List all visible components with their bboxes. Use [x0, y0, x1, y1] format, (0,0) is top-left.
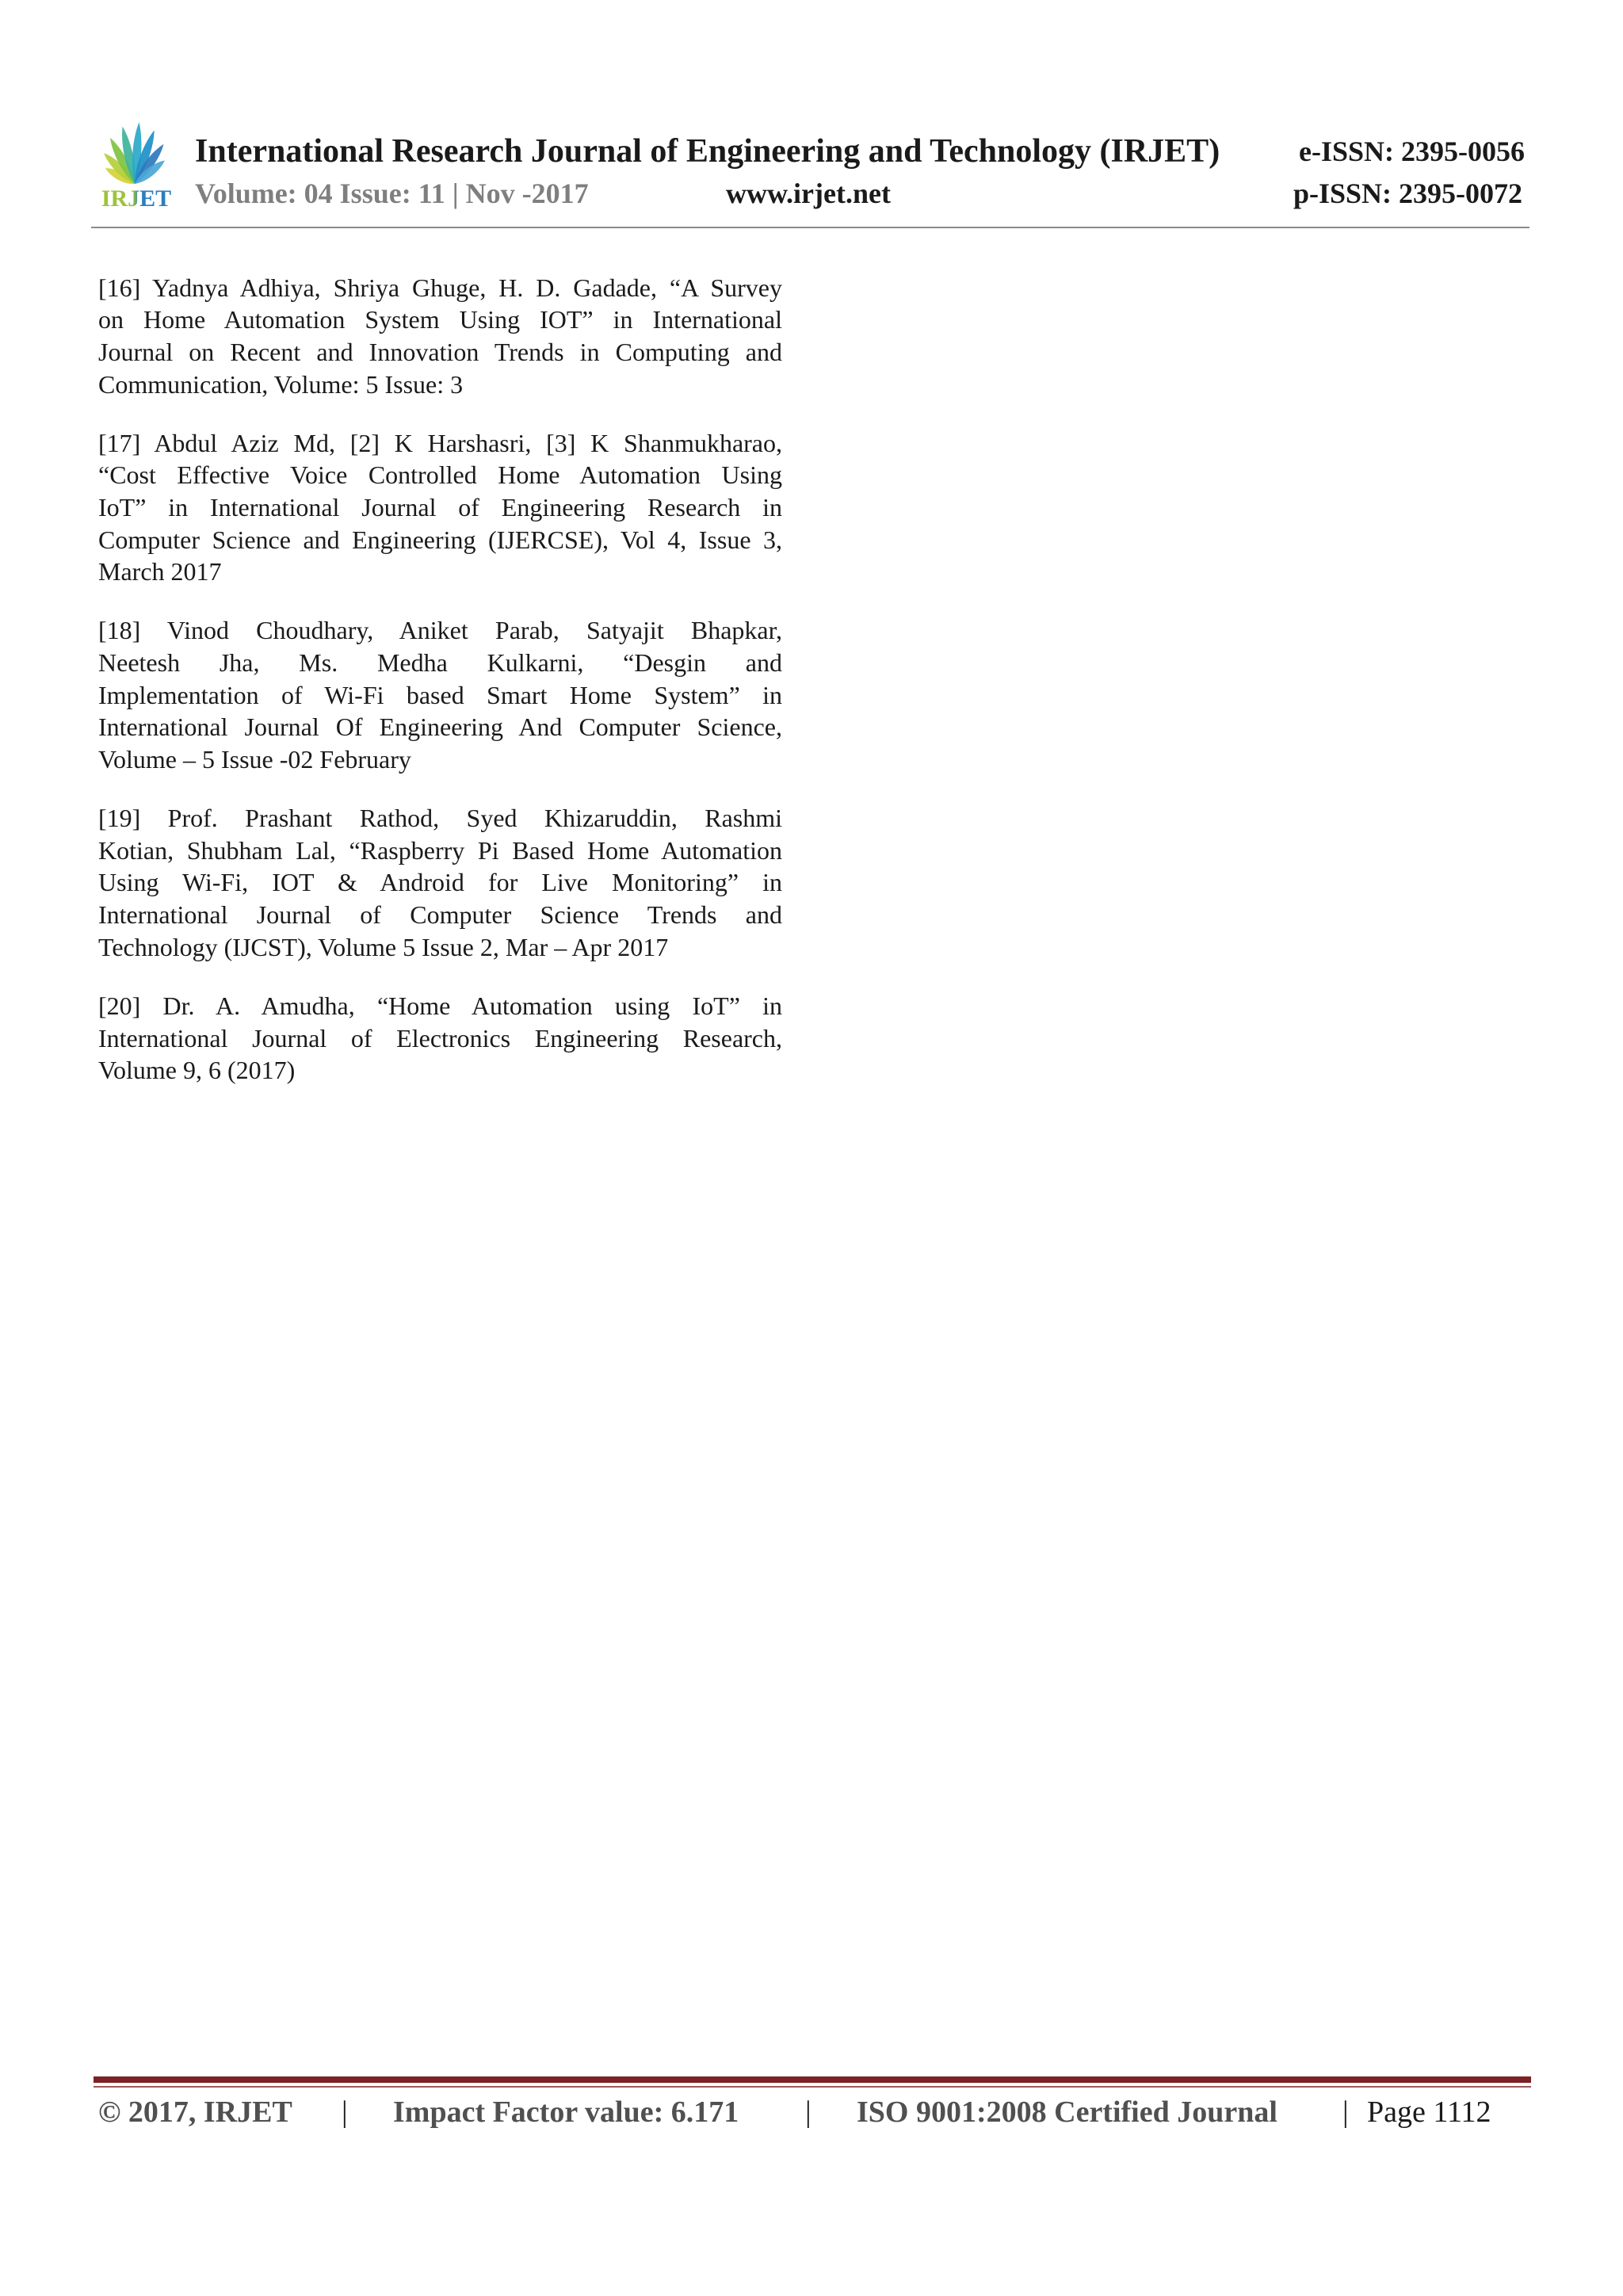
- reference-line: Volume 9, 6 (2017): [98, 1056, 296, 1085]
- reference-18: [98, 614, 782, 775]
- reference-line: [16] Yadnya Adhiya, Shriya Ghuge, H. D. Gadade, “A Survey: [98, 273, 782, 302]
- reference-line: “Cost Effective Voice Controlled Home Automation Using: [98, 460, 782, 490]
- footer-copyright: © 2017, IRJET: [98, 2095, 292, 2129]
- reference-line: Neetesh Jha, Ms. Medha Kulkarni, “Desgin and: [98, 648, 782, 678]
- footer-separator: |: [1342, 2095, 1349, 2129]
- reference-list: [98, 272, 782, 1114]
- reference-17: [98, 427, 782, 588]
- logo-leaves: [101, 122, 167, 188]
- reference-line: [19] Prof. Prashant Rathod, Syed Khizaruddin, Rashmi: [98, 804, 782, 833]
- page-number: Page 1112: [1367, 2095, 1491, 2129]
- reference-line: Using Wi-Fi, IOT & Android for Live Monitoring” in: [98, 868, 782, 897]
- footer-separator: |: [342, 2095, 348, 2129]
- journal-title: International Research Journal of Engineering and Technology (IRJET): [195, 133, 1220, 170]
- reference-line: [17] Abdul Aziz Md, [2] K Harshasri, [3] K Shanmukharao,: [98, 428, 782, 457]
- reference-line: [20] Dr. A. Amudha, “Home Automation using IoT” in: [98, 991, 782, 1020]
- reference-line: [18] Vinod Choudhary, Aniket Parab, Satyajit Bhapkar,: [98, 616, 782, 645]
- reference-line: Kotian, Shubham Lal, “Raspberry Pi Based Home Automation: [98, 835, 782, 865]
- e-issn: e-ISSN: 2395-0056: [1299, 136, 1525, 167]
- irjet-logo: [89, 111, 184, 216]
- reference-line: Technology (IJCST), Volume 5 Issue 2, Mar – Apr 2017: [98, 932, 669, 961]
- volume-issue-info: Volume: 04 Issue: 11 | Nov -2017: [195, 178, 589, 209]
- p-issn: p-ISSN: 2395-0072: [1293, 178, 1522, 209]
- footer-divider-thick: [94, 2076, 1531, 2083]
- footer-certification: ISO 9001:2008 Certified Journal: [857, 2095, 1277, 2129]
- reference-16: [98, 272, 782, 401]
- footer-impact-factor: Impact Factor value: 6.171: [393, 2095, 739, 2129]
- reference-line: International Journal of Computer Science Trends and: [98, 900, 782, 930]
- logo-text: IRJET: [101, 185, 172, 212]
- reference-line: Volume – 5 Issue -02 February: [98, 745, 411, 774]
- reference-line: Computer Science and Engineering (IJERCSE), Vol 4, Issue 3,: [98, 525, 782, 554]
- reference-line: International Journal of Electronics Engineering Research,: [98, 1023, 782, 1052]
- journal-website: www.irjet.net: [726, 178, 891, 209]
- reference-line: International Journal Of Engineering And Computer Science,: [98, 712, 782, 742]
- reference-line: Implementation of Wi-Fi based Smart Home System” in: [98, 680, 782, 709]
- reference-line: Communication, Volume: 5 Issue: 3: [98, 369, 464, 399]
- footer-divider-thin: [94, 2086, 1531, 2088]
- footer-separator: |: [805, 2095, 812, 2129]
- reference-line: Journal on Recent and Innovation Trends in Computing and: [98, 337, 782, 366]
- reference-line: on Home Automation System Using IOT” in International: [98, 305, 782, 334]
- reference-19: [98, 802, 782, 963]
- header-divider: [91, 227, 1529, 228]
- reference-20: [98, 990, 782, 1087]
- reference-line: March 2017: [98, 557, 222, 586]
- reference-line: IoT” in International Journal of Engineering Research in: [98, 493, 782, 522]
